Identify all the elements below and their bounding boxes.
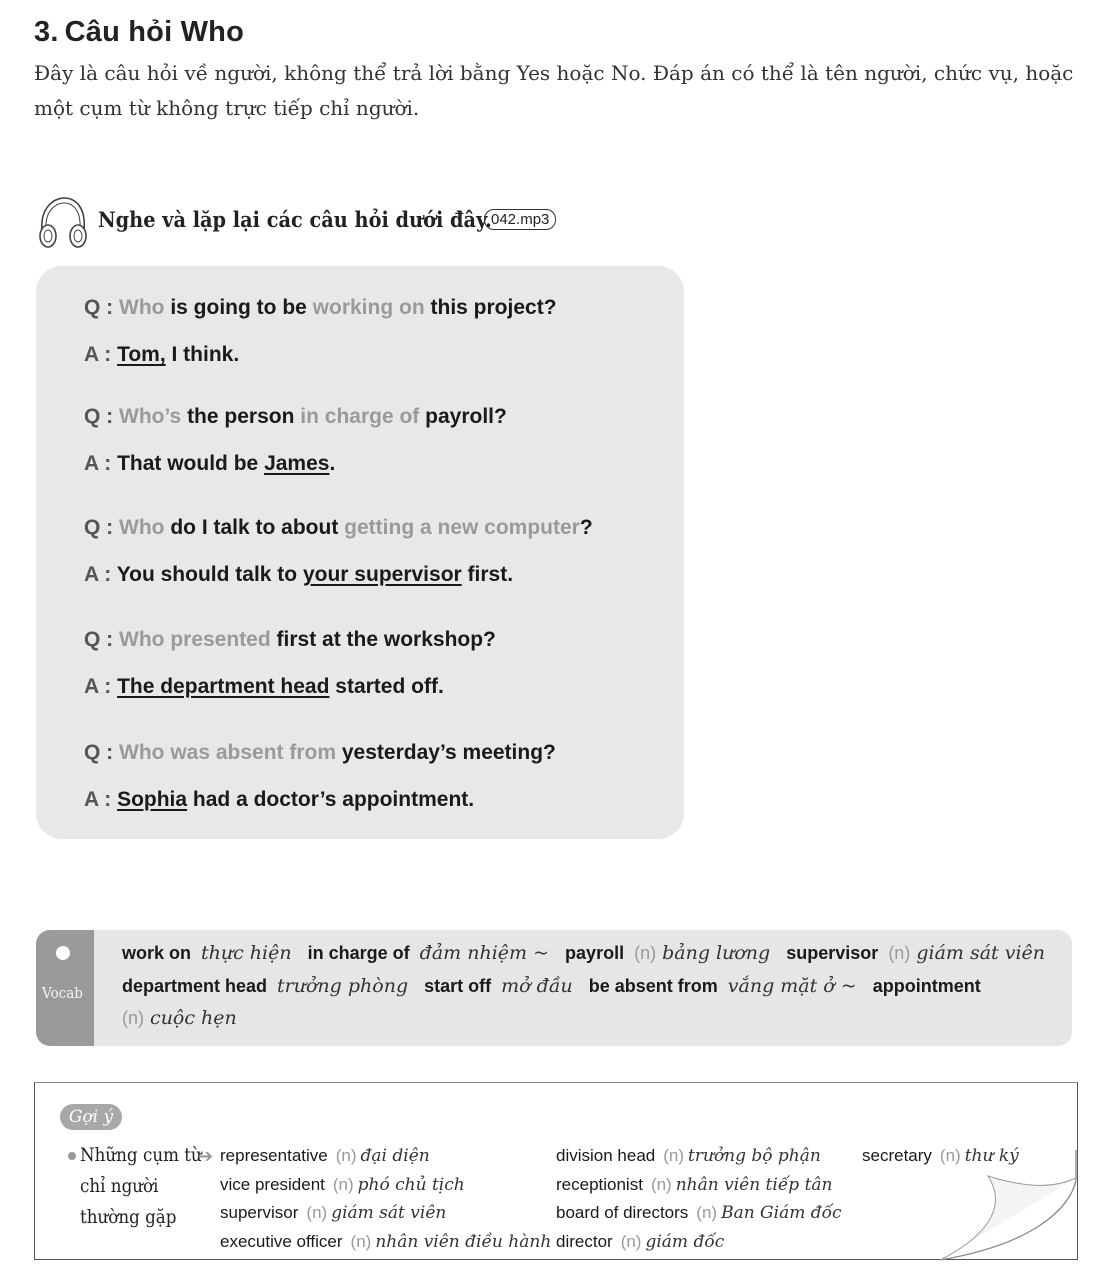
hint-label-line-3: thường gặp <box>80 1206 177 1228</box>
vocab-line-2: department head trưởng phòng start off mở đầu be absent from vắng mặt ở ~ appointment <box>122 975 981 997</box>
hint-label-line-2: chỉ người <box>80 1175 159 1197</box>
intro-paragraph: Đây là câu hỏi về người, không thể trả lời bằng Yes hoặc No. Đáp án có thể là tên người, chức vụ, hoặc một cụm từ không trực tiếp chỉ người. <box>34 61 1074 120</box>
hint-term: secretary (n) thư ký <box>862 1146 1019 1166</box>
vocab-label: Vocab <box>42 984 83 1002</box>
question-2: Q : Who’s the person in charge of payroll? <box>84 405 507 428</box>
vocab-tab <box>36 930 94 1046</box>
page-curl-decoration <box>880 1150 1080 1262</box>
section-heading <box>34 16 244 49</box>
section-title: Câu hỏi Who <box>64 16 244 48</box>
question-1: Q : Who is going to be working on this project? <box>84 296 557 319</box>
answer-1: A : Tom, I think. <box>84 343 240 366</box>
answer-5: A : Sophia had a doctor’s appointment. <box>84 788 475 811</box>
arrow-right-icon: ➔ <box>198 1146 214 1167</box>
question-5: Q : Who was absent from yesterday’s meeting? <box>84 741 556 764</box>
headphones-icon <box>34 194 90 252</box>
hint-label-line-1: Những cụm từ <box>80 1144 202 1166</box>
vocab-line-1: work on thực hiện in charge of đảm nhiệm ~ payroll (n) bảng lương supervisor (n) giám sát viên <box>122 942 1046 964</box>
section-number: 3. <box>34 16 59 48</box>
question-4: Q : Who presented first at the workshop? <box>84 628 496 651</box>
answer-2: A : That would be James. <box>84 452 336 475</box>
answer-3: A : You should talk to your supervisor first. <box>84 563 514 586</box>
bullet-dot-icon <box>68 1152 76 1160</box>
hint-term: director (n) giám đốc <box>556 1232 725 1252</box>
hint-term: vice president (n) phó chủ tịch <box>220 1175 465 1195</box>
vocab-line-3: (n) cuộc hẹn <box>122 1007 237 1029</box>
hint-badge: Gợi ý <box>60 1104 122 1130</box>
bullet-dot-icon <box>56 946 70 960</box>
audio-file-badge[interactable]: 042.mp3 <box>484 209 556 230</box>
hint-term: board of directors (n) Ban Giám đốc <box>556 1203 842 1223</box>
answer-4: A : The department head started off. <box>84 675 444 698</box>
hint-term: representative (n) đại diện <box>220 1146 430 1166</box>
listen-instruction: Nghe và lặp lại các câu hỏi dưới đây. <box>98 207 492 232</box>
hint-term: receptionist (n) nhân viên tiếp tân <box>556 1175 833 1195</box>
hint-term: executive officer (n) nhân viên điều hành <box>220 1232 552 1252</box>
question-3: Q : Who do I talk to about getting a new computer? <box>84 516 593 539</box>
hint-term: supervisor (n) giám sát viên <box>220 1203 447 1223</box>
hint-term: division head (n) trưởng bộ phận <box>556 1146 821 1166</box>
vocab-panel <box>36 930 1072 1046</box>
